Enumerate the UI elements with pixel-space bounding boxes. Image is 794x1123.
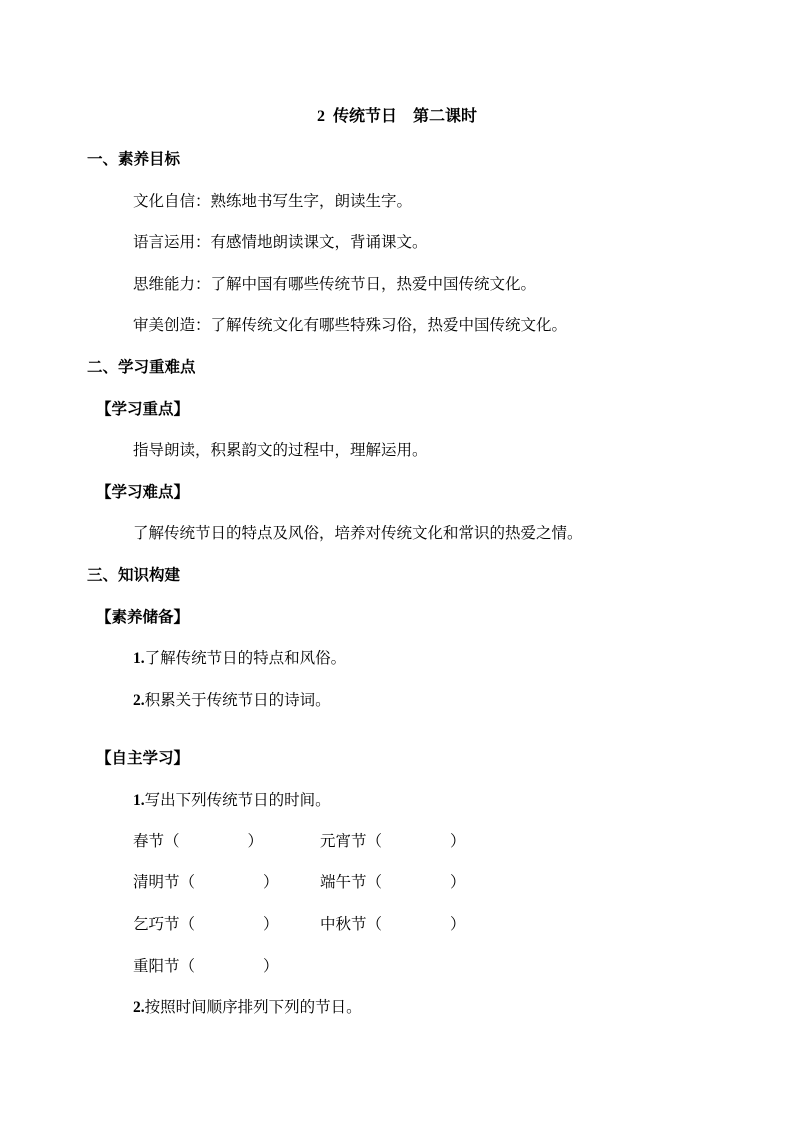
goal-item: 审美创造：了解传统文化有哪些特殊习俗，热爱中国传统文化。 (133, 316, 568, 334)
festival-name: 春节 (133, 832, 165, 850)
difficulty-text: 了解传统节日的特点及风俗，培养对传统文化和常识的热爱之情。 (133, 524, 583, 542)
paren-open: （ (366, 832, 383, 850)
paren-close: ） (263, 957, 279, 975)
festival-name: 元宵节 (320, 832, 367, 850)
paren-close: ） (450, 915, 466, 933)
item-text: 了解传统节日的特点和风俗。 (144, 649, 347, 667)
paren-open: （ (164, 832, 180, 850)
page-title (0, 104, 794, 129)
paren-open: （ (366, 915, 383, 933)
festival-name: 重阳节 (133, 957, 180, 975)
question-number: 1. (133, 792, 145, 809)
question-text: 按照时间顺序排列下列的节日。 (144, 998, 362, 1016)
paren-open: （ (179, 957, 196, 975)
key-point-text: 指导朗读，积累韵文的过程中，理解运用。 (133, 441, 428, 459)
self-study-label: 【自主学习】 (96, 748, 190, 767)
festival-name: 中秋节 (320, 915, 367, 933)
item-number: 1. (133, 650, 145, 667)
reserve-item (133, 689, 331, 712)
paren-close: ） (450, 832, 466, 850)
item-text: 积累关于传统节日的诗词。 (144, 691, 331, 709)
paren-close: ） (263, 873, 279, 891)
section-heading-goals: 一、素养目标 (87, 149, 181, 168)
lesson-subtitle: 第二课时 (413, 106, 478, 125)
section-heading-knowledge: 三、知识构建 (87, 565, 181, 584)
festival-cell (320, 830, 466, 852)
festival-name: 清明节 (133, 873, 180, 891)
section-heading-key-points: 二、学习重难点 (87, 357, 196, 376)
goal-item: 语言运用：有感情地朗读课文，背诵课文。 (133, 233, 428, 251)
paren-open: （ (179, 915, 196, 933)
item-number: 2. (133, 692, 145, 709)
lesson-number: 2 (316, 108, 325, 125)
key-point-label: 【学习重点】 (96, 399, 190, 418)
goal-item: 文化自信：熟练地书写生字，朗读生字。 (133, 192, 413, 210)
festival-cell (320, 913, 466, 935)
paren-open: （ (366, 873, 383, 891)
question-text: 写出下列传统节日的时间。 (144, 791, 331, 809)
festival-cell (133, 830, 263, 852)
paren-close: ） (450, 873, 466, 891)
festival-cell (133, 871, 279, 893)
festival-name: 端午节 (320, 873, 367, 891)
paren-open: （ (179, 873, 196, 891)
reserve-item (133, 647, 346, 670)
goal-item: 思维能力：了解中国有哪些传统节日，热爱中国传统文化。 (133, 275, 537, 293)
question-2 (133, 996, 362, 1019)
paren-close: ） (263, 915, 279, 933)
festival-cell (320, 871, 466, 893)
lesson-title: 传统节日 (332, 106, 397, 125)
festival-cell (133, 955, 279, 977)
question-number: 2. (133, 999, 145, 1016)
festival-cell (133, 913, 279, 935)
festival-name: 乞巧节 (133, 915, 180, 933)
paren-close: ） (247, 832, 264, 850)
question-1 (133, 789, 331, 812)
reserve-label: 【素养储备】 (96, 607, 190, 626)
difficulty-label: 【学习难点】 (96, 482, 190, 501)
